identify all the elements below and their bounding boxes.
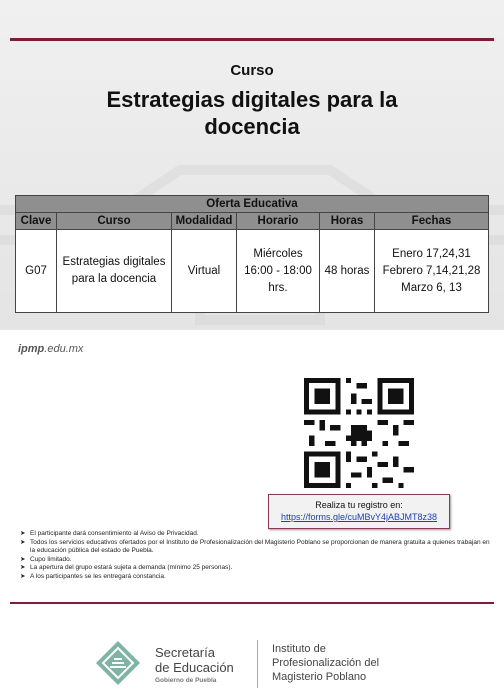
cell-modalidad: Virtual	[172, 230, 237, 313]
cell-horario-line2: 16:00 - 18:00	[244, 264, 312, 277]
cell-curso-line1: Estrategias digitales	[62, 256, 166, 268]
registration-label: Realiza tu registro en:	[315, 500, 403, 510]
cell-horario-line1: Miércoles	[253, 247, 303, 260]
list-item: ➤ El participante dará consentimiento al Aviso de Privacidad.	[20, 530, 199, 537]
arrow-bullet-icon: ➤	[20, 572, 26, 580]
course-title-line2: docencia	[204, 114, 300, 139]
arrow-bullet-icon: ➤	[20, 564, 26, 571]
offer-table	[15, 195, 489, 313]
list-item: ➤ Cupo limitado.	[20, 555, 72, 563]
course-label: Curso	[230, 62, 274, 79]
cell-horario	[237, 230, 320, 313]
secretaria-name: Secretaría de Educación	[155, 645, 234, 675]
cell-clave: G07	[16, 230, 57, 313]
arrow-bullet-icon: ➤	[20, 538, 26, 546]
footer-divider	[257, 640, 258, 688]
fecha-marzo: Marzo 6, 13	[401, 281, 462, 294]
col-fechas: Fechas	[375, 213, 489, 230]
fecha-enero: Enero 17,24,31	[392, 247, 471, 260]
website-text	[18, 343, 83, 355]
arrow-bullet-icon: ➤	[20, 555, 26, 563]
secretaria-logo-icon	[95, 640, 141, 686]
col-clave: Clave	[16, 213, 57, 230]
list-item: ➤ A los participantes se les entregará constancia.	[20, 572, 166, 580]
cell-curso	[57, 230, 172, 313]
registration-link[interactable]: https://forms.gle/cuMBvY4jABJMT8z38	[280, 512, 438, 522]
cell-horario-line3: hrs.	[268, 281, 288, 294]
fecha-febrero: Febrero 7,14,21,28	[382, 264, 481, 277]
list-item: ➤ La apertura del grupo estará sujeta a demanda (mínimo 25 personas).	[20, 564, 233, 571]
cell-curso-line2: para la docencia	[71, 273, 157, 285]
gobierno-puebla: Gobierno de Puebla	[155, 677, 217, 684]
notes-list	[20, 530, 490, 581]
col-curso: Curso	[57, 213, 172, 230]
website-bold: ipmp	[18, 343, 45, 355]
bottom-rule	[10, 602, 494, 604]
arrow-bullet-icon: ➤	[20, 530, 26, 537]
list-item: ➤ Todos los servicios educativos ofertados por el Instituto de Profesionalización del Magisterio Poblano se proporcionan de manera gratuita a quienes trabajan en la educación pública del estado de Puebla.	[20, 538, 490, 554]
top-rule	[10, 38, 494, 41]
instituto-name: Instituto de Profesionalización del Magisterio Poblano	[272, 643, 380, 683]
table-row	[16, 230, 489, 313]
col-horario: Horario	[237, 213, 320, 230]
course-title	[40, 86, 464, 140]
offer-table-caption: Oferta Educativa	[16, 196, 489, 213]
qr-code[interactable]	[304, 378, 414, 488]
col-modalidad: Modalidad	[172, 213, 237, 230]
cell-horas: 48 horas	[320, 230, 375, 313]
course-title-line1: Estrategias digitales para la	[106, 87, 398, 112]
col-horas: Horas	[320, 213, 375, 230]
registration-box	[268, 494, 450, 529]
cell-fechas	[375, 230, 489, 313]
website-domain: .edu.mx	[44, 343, 84, 355]
